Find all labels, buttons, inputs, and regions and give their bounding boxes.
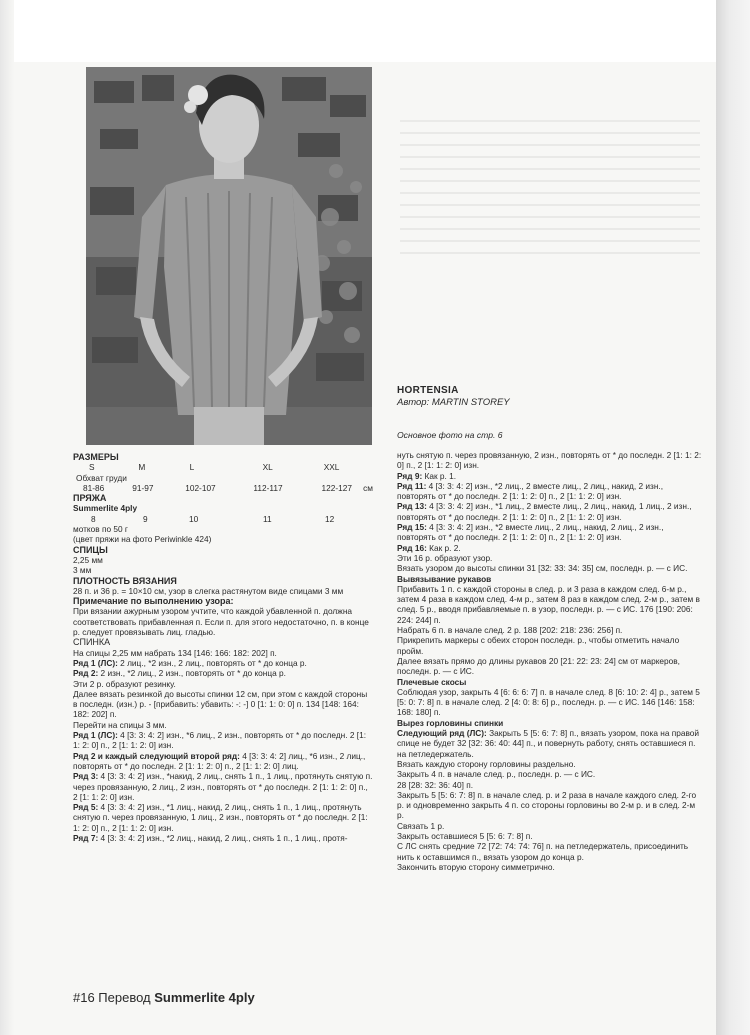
instruction-line bbox=[397, 677, 702, 687]
row-text: Соблюдая узор, закрыть 4 [6: 6: 6: 7] п. в начале след. 8 [6: 10: 2: 4] р., затем 5 [5: 0: 7: 8] п. в начале след. 2 [4: 0: 8: 6] р., последн. р. — с ИС. 146 [146: 158: 168: 180] п. bbox=[397, 686, 700, 718]
left-column bbox=[73, 452, 373, 843]
row-text: Вязать каждую сторону горловины раздельно. bbox=[397, 758, 576, 769]
row-text: Прибавить 1 п. с каждой стороны в след. р. и 3 раза в каждом след. 6-м р., затем 4 раза в каждом след. 4-м р., затем 8 раз в каждом след. 2-м р., затем в след. 5 р., вводя прибавляемые п. в узор, последн. р. — с ИС. 176 [190: 206: 224: 244] п. bbox=[397, 583, 700, 625]
instruction-line bbox=[397, 481, 702, 502]
instruction-line bbox=[397, 471, 702, 481]
instruction-line bbox=[397, 718, 702, 728]
row-text: Как р. 2. bbox=[426, 542, 461, 553]
row-text: Закрыть 4 п. в начале след. р., последн. р. — с ИС. bbox=[397, 769, 596, 780]
instruction-line bbox=[73, 689, 373, 720]
note-heading: Примечание по выполнению узора: bbox=[73, 596, 234, 607]
instruction-line bbox=[73, 751, 373, 772]
back-heading: СПИНКА bbox=[73, 637, 111, 648]
yarn-count: 10 bbox=[189, 513, 199, 524]
row-label: Ряд 15: bbox=[397, 522, 427, 533]
page-footer bbox=[73, 990, 255, 1005]
chest-row bbox=[73, 483, 373, 493]
row-text: Закрыть оставшиеся 5 [5: 6: 7: 8] п. bbox=[397, 830, 533, 841]
instruction-line bbox=[397, 687, 702, 718]
row-text: 2 изн., *2 лиц., 2 изн., повторять от * до конца р. bbox=[98, 668, 286, 679]
row-text: Далее вязать резинкой до высоты спинки 12 см, при этом с каждой стороны в последн. (изн.) р. - [прибавить: убавить: -: -] 0 [1: 1: 0: 0] п. 134 [148: 164: 182: 202] п. bbox=[73, 688, 368, 720]
needle-size: 3 мм bbox=[73, 565, 92, 576]
footer-yarn: Summerlite 4ply bbox=[154, 990, 255, 1005]
chest-value: 122-127 bbox=[321, 482, 352, 493]
row-text: Связать 1 р. bbox=[397, 820, 445, 831]
size-label: M bbox=[138, 462, 146, 473]
instruction-line bbox=[397, 841, 702, 862]
gauge-heading: ПЛОТНОСТЬ ВЯЗАНИЯ bbox=[73, 575, 177, 586]
note-text: При вязании ажурным узором учтите, что каждой убавленной п. должна соответствовать прибавленная п. Если п. для этого недостаточно, п. в конце р. следует провязывать лиц. гладью. bbox=[73, 606, 369, 638]
row-label: Ряд 16: bbox=[397, 542, 427, 553]
instruction-line bbox=[397, 831, 702, 841]
row-text: Перейти на спицы 3 мм. bbox=[73, 719, 167, 730]
instruction-line bbox=[397, 501, 702, 522]
scan-left-edge bbox=[0, 0, 14, 1035]
row-label: Ряд 1 (ЛС): bbox=[73, 657, 118, 668]
row-text: 4 [3: 3: 4: 2] лиц., *6 изн., 2 лиц., повторять от * до последн. 2 [1: 1: 2: 0] п., 2 [1: 1: 2: 0] лиц. bbox=[73, 750, 366, 771]
instruction-line bbox=[397, 450, 702, 471]
row-text: Как р. 1. bbox=[422, 470, 457, 481]
row-text: Эти 16 р. образуют узор. bbox=[397, 552, 493, 563]
instruction-line bbox=[73, 648, 373, 658]
pattern-title: HORTENSIA bbox=[397, 385, 459, 396]
row-text: 4 [3: 3: 4: 2] изн., *1 лиц., накид, 2 лиц., снять 1 п., 1 лиц., протянуть снятую п. через провязанную, 1 лиц., 2 изн., повторять от * до последн. 2 [1: 1: 2: 0] п., 2 [1: 1: 2: 0] изн. bbox=[73, 802, 368, 833]
instruction-line bbox=[397, 553, 702, 563]
instruction-line bbox=[397, 728, 702, 759]
instruction-line bbox=[397, 522, 702, 543]
instruction-line bbox=[397, 656, 702, 677]
chest-value: 81-86 bbox=[83, 482, 105, 493]
row-label: Ряд 3: bbox=[73, 771, 99, 782]
instruction-line bbox=[397, 563, 702, 573]
row-text: На спицы 2,25 мм набрать 134 [146: 166: 182: 202] п. bbox=[73, 647, 277, 658]
yarn-count: 8 bbox=[91, 513, 96, 524]
instruction-line bbox=[397, 759, 702, 769]
scan-right-edge bbox=[716, 0, 750, 1035]
row-text: Закончить вторую сторону симметрично. bbox=[397, 861, 555, 872]
chest-unit: см bbox=[363, 482, 373, 493]
yarn-skein: мотков по 50 г bbox=[73, 524, 128, 535]
instruction-line bbox=[73, 658, 373, 668]
instruction-line bbox=[73, 771, 373, 802]
yarn-count: 9 bbox=[143, 513, 148, 524]
yarn-count: 12 bbox=[325, 513, 335, 524]
instruction-line bbox=[397, 543, 702, 553]
size-label: XL bbox=[262, 462, 273, 473]
yarn-color-note: (цвет пряжи на фото Periwinkle 424) bbox=[73, 534, 212, 545]
sizes-heading: РАЗМЕРЫ bbox=[73, 452, 119, 462]
row-label: Следующий ряд (ЛС): bbox=[397, 728, 487, 739]
model-photo bbox=[86, 67, 372, 445]
sizes-row bbox=[73, 462, 373, 472]
instruction-line bbox=[397, 821, 702, 831]
instruction-line bbox=[73, 833, 373, 843]
instruction-line bbox=[397, 769, 702, 779]
back-instructions bbox=[73, 648, 373, 844]
instruction-line bbox=[73, 802, 373, 833]
chest-label: Обхват груди bbox=[76, 472, 127, 483]
row-label: Ряд 11: bbox=[397, 480, 427, 491]
chest-value: 102-107 bbox=[185, 482, 216, 493]
row-text: Эти 2 р. образуют резинку. bbox=[73, 678, 176, 689]
row-text: 4 [3: 3: 4: 2] изн., *1 лиц., 2 вместе лиц., 2 лиц., накид, 1 лиц., 2 изн., повторять от * до последн. 2 [1: 1: 2: 0] п., 2 [1: 1: 2: 0] изн. bbox=[397, 501, 692, 522]
instruction-line bbox=[397, 574, 702, 584]
row-text: Закрыть 5 [5: 6: 7: 8] п., вязать узором, пока на правой спице не будет 32 [32: 36: 40: 44] п., и повернуть работу, снять оставшиеся п. на петледержатель. bbox=[397, 728, 700, 759]
row-label: Ряд 9: bbox=[397, 470, 423, 481]
row-label: Ряд 13: bbox=[397, 501, 427, 512]
instruction-line bbox=[397, 584, 702, 625]
row-text: 4 [3: 3: 4: 2] изн., *2 лиц., накид, 2 лиц., снять 1 п., 1 лиц., протя- bbox=[98, 832, 348, 843]
row-label: Вывязывание рукавов bbox=[397, 573, 492, 584]
instruction-line bbox=[73, 679, 373, 689]
row-text: С ЛС снять средние 72 [72: 74: 74: 76] п. на петледержатель, присоединить нить к оставшимся п., вязать узором до конца р. bbox=[397, 841, 689, 862]
row-text: Далее вязать прямо до длины рукавов 20 [21: 22: 23: 24] см от маркеров, последн. р. — с ИС. bbox=[397, 655, 680, 677]
size-label: S bbox=[89, 462, 95, 473]
yarn-name: Summerlite 4ply bbox=[73, 503, 138, 514]
instruction-line bbox=[397, 625, 702, 635]
yarn-count: 11 bbox=[263, 513, 272, 524]
chest-value: 91-97 bbox=[132, 482, 154, 493]
footer-prefix: #16 Перевод bbox=[73, 990, 155, 1005]
needles-heading: СПИЦЫ bbox=[73, 544, 108, 555]
instruction-line bbox=[397, 635, 702, 656]
instruction-line bbox=[397, 790, 702, 821]
row-label: Ряд 5: bbox=[73, 802, 99, 813]
row-text: 2 лиц., *2 изн., 2 лиц., повторять от * до конца р. bbox=[117, 657, 307, 668]
row-text: 4 [3: 3: 4: 2] изн., *2 вместе лиц., 2 лиц., накид, 2 лиц., 2 изн., повторять от * до последн. 2 [1: 1: 2: 0] п., 2 [1: 1: 2: 0] изн. bbox=[397, 522, 664, 543]
instruction-line bbox=[397, 862, 702, 872]
row-text: 28 [28: 32: 36: 40] п. bbox=[397, 779, 473, 790]
row-text: 4 [3: 3: 4: 2] изн., *накид, 2 лиц., снять 1 п., 1 лиц., протянуть снятую п. через провязанную, 2 лиц., 2 изн., повторять от * до последн. 2 [1: 1: 2: 0] п., 2 [1: 1: 2: 0] изн. bbox=[73, 771, 373, 802]
row-label: Вырез горловины спинки bbox=[397, 717, 504, 728]
instruction-line bbox=[73, 668, 373, 678]
yarn-counts-row bbox=[73, 514, 373, 524]
row-label: Ряд 2 и каждый следующий второй ряд: bbox=[73, 750, 240, 761]
row-label: Ряд 2: bbox=[73, 668, 99, 679]
row-text: Закрыть 5 [5: 6: 7: 8] п. в начале след. р. и 2 раза в начале каждого след. 2-го р. и одновременно закрыть 4 п. со стороны горловины во 2-м р. и в след. 2-м р. bbox=[397, 789, 697, 821]
pattern-header bbox=[397, 385, 717, 408]
row-label: Ряд 7: bbox=[73, 832, 99, 843]
row-label: Плечевые скосы bbox=[397, 676, 467, 687]
right-instructions bbox=[397, 450, 702, 872]
photo-note: Основное фото на стр. 6 bbox=[397, 430, 503, 440]
needle-size: 2,25 мм bbox=[73, 554, 103, 565]
row-text: 4 [3: 3: 4: 2] изн., *2 лиц., 2 вместе лиц., 2 лиц., накид, 2 изн., повторять от * до последн. 2 [1: 1: 2: 0] п., 2 [1: 1: 2: 0] изн. bbox=[397, 480, 664, 502]
scan-top-margin bbox=[0, 0, 750, 62]
chest-value: 112-117 bbox=[253, 482, 283, 493]
size-label: L bbox=[189, 462, 195, 473]
right-column bbox=[397, 450, 702, 872]
pattern-author: Автор: MARTIN STOREY bbox=[397, 397, 510, 408]
row-label: Ряд 1 (ЛС): bbox=[73, 730, 118, 741]
row-text: Вязать узором до высоты спинки 31 [32: 33: 34: 35] см, последн. р. — с ИС. bbox=[397, 563, 688, 574]
size-label: XXL bbox=[323, 462, 340, 473]
bleed-through-shadow bbox=[400, 110, 700, 380]
row-text: нуть снятую п. через провязанную, 2 изн., повторять от * до последн. 2 [1: 1: 2: 0] п., 2 [1: 1: 2: 0] изн. bbox=[397, 450, 702, 471]
row-text: 4 [3: 3: 4: 2] изн., *6 лиц., 2 изн., повторять от * до последн. 2 [1: 1: 2: 0] п., 2 [1: 1: 2: 0] изн. bbox=[73, 730, 367, 751]
gauge-text: 28 п. и 36 р. = 10×10 см, узор в слегка растянутом виде спицами 3 мм bbox=[73, 585, 344, 596]
yarn-heading: ПРЯЖА bbox=[73, 493, 107, 504]
instruction-line bbox=[397, 780, 702, 790]
instruction-line bbox=[73, 730, 373, 751]
instruction-line bbox=[73, 720, 373, 730]
row-text: Набрать 6 п. в начале след. 2 р. 188 [202: 218: 236: 256] п. bbox=[397, 625, 623, 636]
row-text: Прикрепить маркеры с обеих сторон последн. р., чтобы отметить начало пройм. bbox=[397, 635, 680, 656]
